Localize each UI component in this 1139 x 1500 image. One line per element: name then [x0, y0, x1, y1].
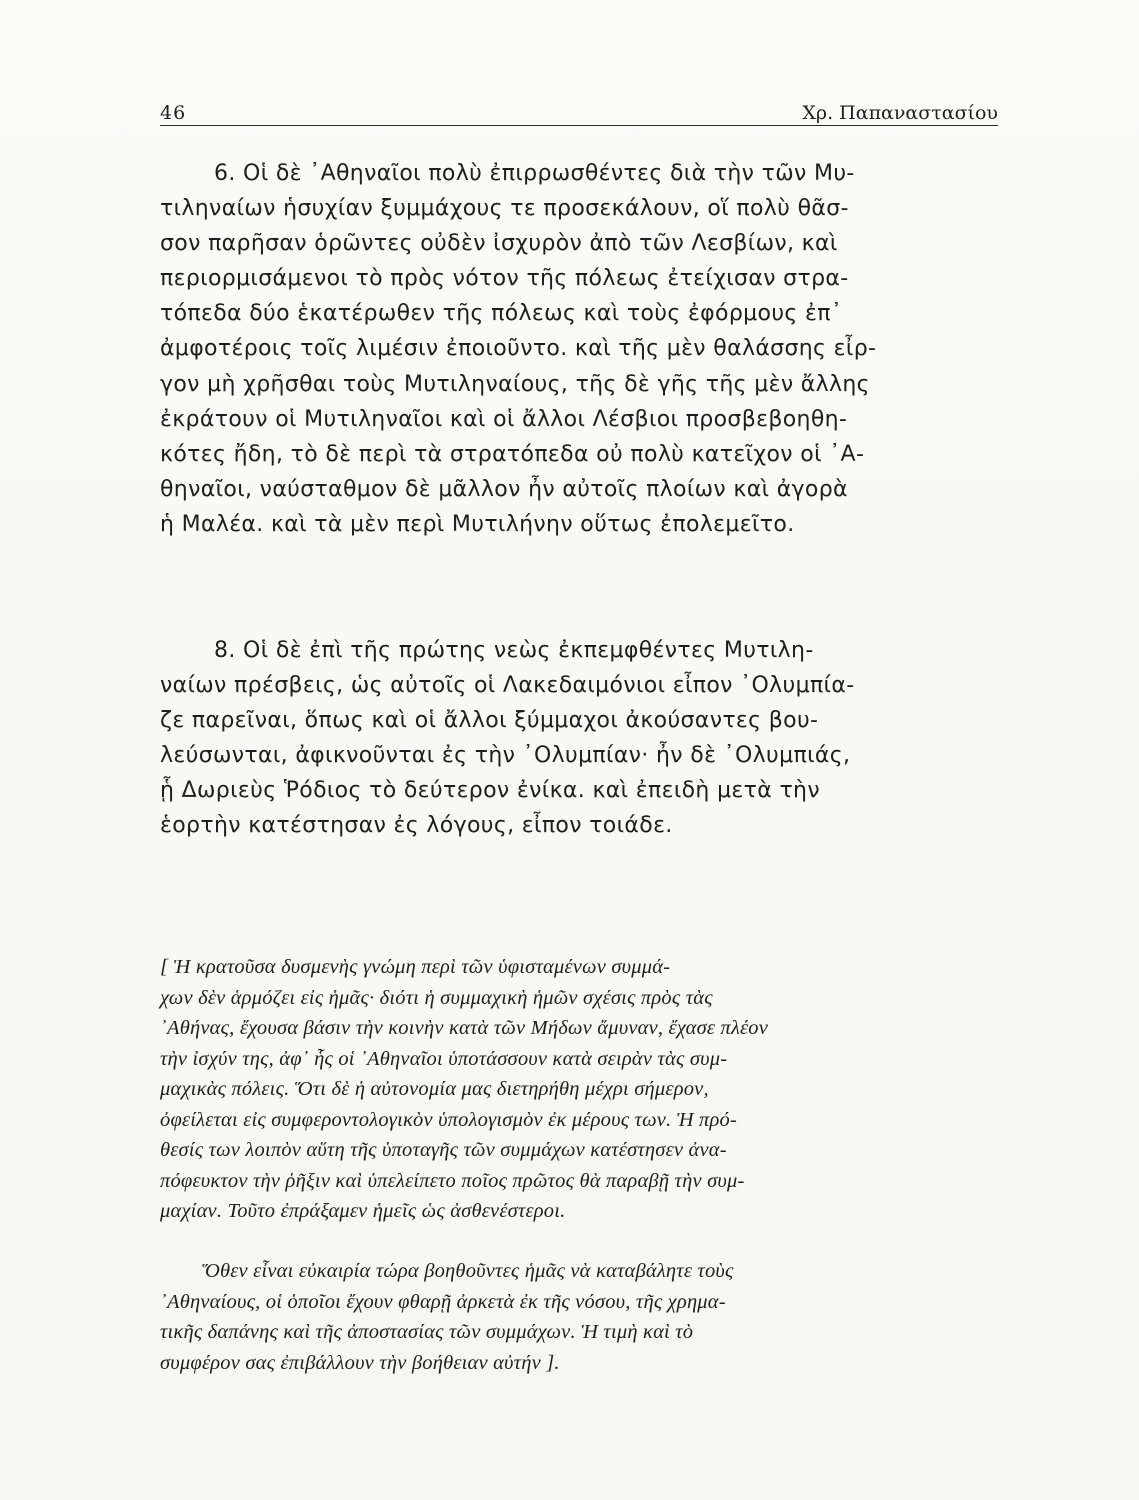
- note-line: Ὅθεν εἶναι εὐκαιρία τώρα βοηθοῦντες ἡμᾶς νὰ καταβάλητε τοὺς: [202, 1260, 734, 1282]
- page-header: [160, 98, 998, 126]
- text-line: ἐκράτουν οἱ Μυτιληναῖοι καὶ οἱ ἄλλοι Λέσβιοι προσβεβοηθη-: [160, 406, 848, 432]
- text-line: λεύσωνται, ἀφικνοῦνται ἐς τὴν ᾿Ολυμπίαν· ἦν δὲ ᾿Ολυμπιάς,: [160, 743, 851, 769]
- text-line: ᾗ Δωριεὺς Ῥόδιος τὸ δεύτερον ἐνίκα. καὶ ἐπειδὴ μετὰ τὴν: [160, 778, 820, 804]
- text-line: κότες ἤδη, τὸ δὲ περὶ τὰ στρατόπεδα οὐ πολὺ κατεῖχον οἱ ᾿Α-: [160, 441, 865, 467]
- text-line: ἀμφοτέροις τοῖς λιμέσιν ἐποιοῦντο. καὶ τῆς μὲν θαλάσσης εἶρ-: [160, 336, 877, 362]
- note-line: [ Ἡ κρατοῦσα δυσμενὴς γνώμη περὶ τῶν ὑφισταμένων συμμά-: [160, 956, 671, 978]
- summary-note-part-1: [160, 952, 998, 1227]
- note-line: ᾿Αθήνας, ἔχουσα βάσιν τὴν κοινὴν κατὰ τῶν Μήδων ἄμυναν, ἔχασε πλέον: [160, 1017, 769, 1039]
- text-line: γον μὴ χρῆσθαι τοὺς Μυτιληναίους, τῆς δὲ γῆς τῆς μὲν ἄλλης: [160, 371, 870, 397]
- note-line: πόφευκτον τὴν ῥῆξιν καὶ ὑπελείπετο ποῖος πρῶτος θὰ παραβῇ τὴν συμ-: [160, 1169, 745, 1192]
- note-line: συμφέρον σας ἐπιβάλλουν τὴν βοήθειαν αὐτήν ].: [160, 1351, 560, 1374]
- text-line: ἑορτὴν κατέστησαν ἐς λόγους, εἶπον τοιάδε.: [160, 813, 673, 839]
- summary-note-part-2: [160, 1256, 998, 1378]
- text-line: τόπεδα δύο ἑκατέρωθεν τῆς πόλεως καὶ τοὺς ἐφόρμους ἐπ᾿: [160, 301, 843, 327]
- note-line: μαχικὰς πόλεις. Ὅτι δὲ ἡ αὐτονομία μας διετηρήθη μέχρι σήμερον,: [160, 1078, 709, 1100]
- text-line: 8. Οἱ δὲ ἐπὶ τῆς πρώτης νεὼς ἐκπεμφθέντες Μυτιλη-: [214, 638, 814, 663]
- note-line: ᾿Αθηναίους, οἱ ὁποῖοι ἔχουν φθαρῇ ἀρκετὰ ἐκ τῆς νόσου, τῆς χρημα-: [160, 1290, 726, 1313]
- text-line: ναίων πρέσβεις, ὡς αὐτοῖς οἱ Λακεδαιμόνιοι εἶπον ᾿Ολυμπία-: [160, 673, 855, 699]
- text-line: τιληναίων ἡσυχίαν ξυμμάχους τε προσεκάλουν, οἵ πολὺ θᾶσ-: [160, 196, 849, 222]
- text-line: θηναῖοι, ναύσταθμον δὲ μᾶλλον ἦν αὐτοῖς πλοίων καὶ ἀγορὰ: [160, 476, 848, 502]
- text-line: ἡ Μαλέα. καὶ τὰ μὲν περὶ Μυτιλήνην οὕτως ἐπολεμεῖτο.: [160, 511, 795, 537]
- text-line: 6. Οἱ δὲ ᾿Αθηναῖοι πολὺ ἐπιρρωσθέντες διὰ τὴν τῶν Μυ-: [214, 161, 855, 186]
- text-line: σον παρῆσαν ὁρῶντες οὐδὲν ἰσχυρὸν ἀπὸ τῶν Λεσβίων, καὶ: [160, 231, 838, 257]
- note-line: τὴν ἰσχύν της, ἀφ᾿ ἧς οἱ ᾿Αθηναῖοι ὑποτάσσουν κατὰ σειρὰν τὰς συμ-: [160, 1047, 728, 1070]
- paragraph-8: [160, 633, 998, 844]
- paragraph-6: [160, 156, 998, 542]
- header-rule: [160, 125, 998, 126]
- note-line: μαχίαν. Τοῦτο ἐπράξαμεν ἡμεῖς ὡς ἀσθενέστεροι.: [160, 1200, 566, 1222]
- note-line: τικῆς δαπάνης καὶ τῆς ἀποστασίας τῶν συμμάχων. Ἡ τιμὴ καὶ τὸ: [160, 1321, 694, 1343]
- note-line: θεσίς των λοιπὸν αὕτη τῆς ὑποταγῆς τῶν συμμάχων κατέστησεν ἀνα-: [160, 1139, 727, 1161]
- note-line: ὀφείλεται εἰς συμφεροντολογικὸν ὑπολογισμὸν ἐκ μέρους των. Ἡ πρό-: [160, 1108, 738, 1131]
- text-line: περιορμισάμενοι τὸ πρὸς νότον τῆς πόλεως ἐτείχισαν στρα-: [160, 266, 849, 292]
- page-number: 46: [160, 102, 187, 124]
- running-head: Χρ. Παπαναστασίου: [802, 102, 998, 124]
- note-line: χων δὲν ἁρμόζει εἰς ἡμᾶς· διότι ἡ συμμαχικὴ ἡμῶν σχέσις πρὸς τὰς: [160, 986, 713, 1009]
- text-line: ζε παρεῖναι, ὅπως καὶ οἱ ἄλλοι ξύμμαχοι ἀκούσαντες βου-: [160, 708, 819, 734]
